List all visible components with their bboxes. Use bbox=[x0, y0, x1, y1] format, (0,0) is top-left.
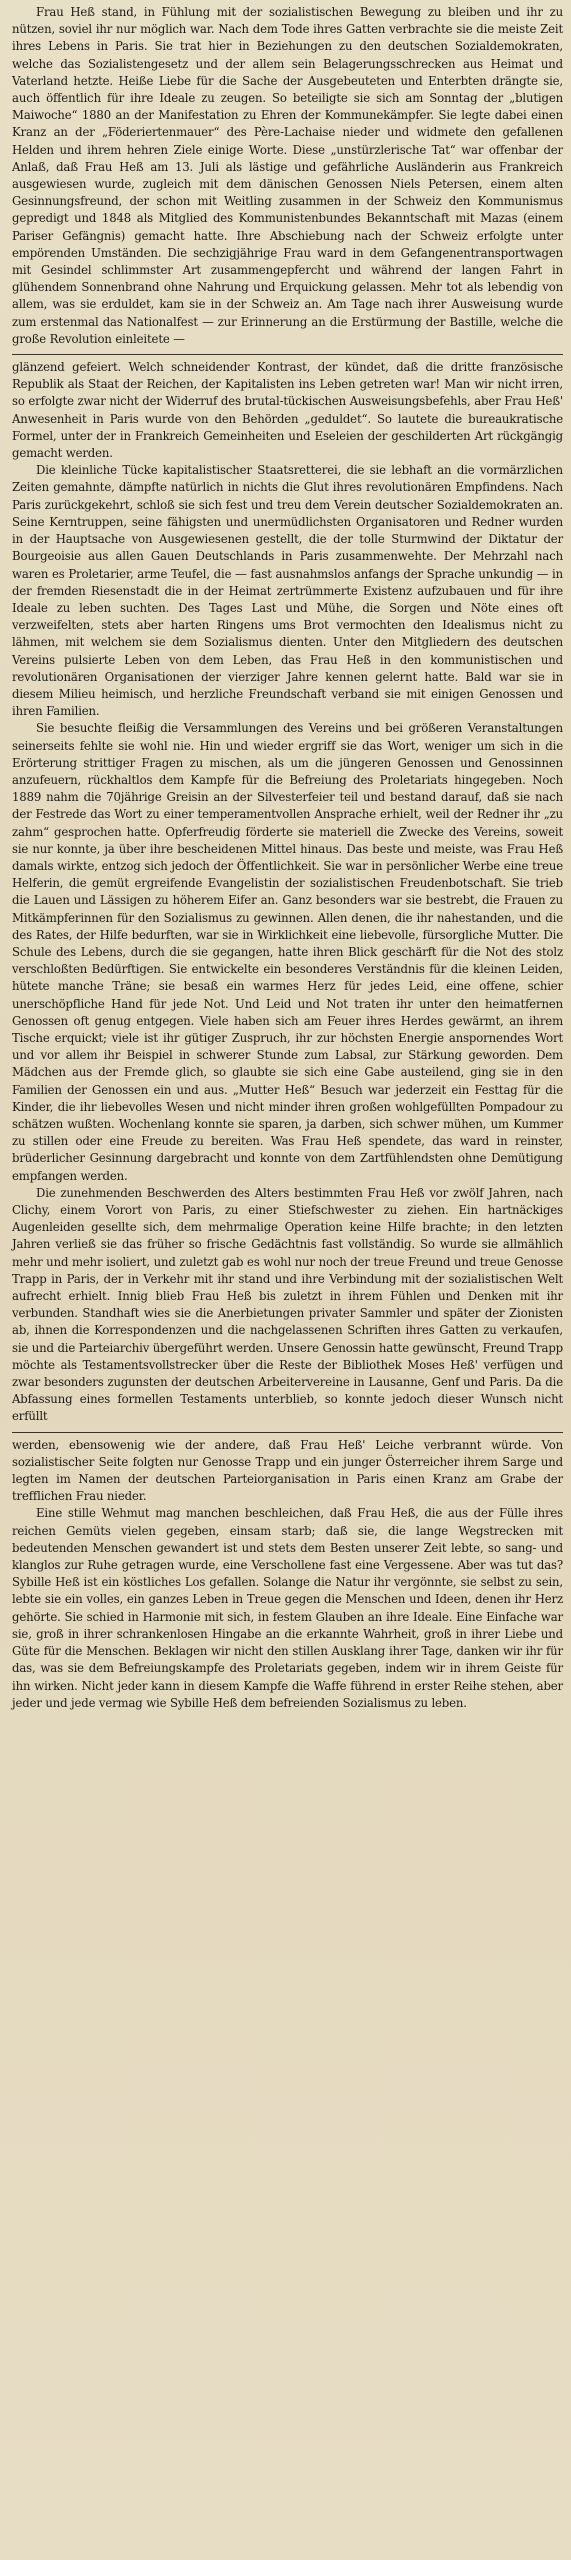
article-section-2 bbox=[12, 359, 563, 1426]
section-divider bbox=[12, 354, 563, 355]
paragraph: Eine stille Wehmut mag manchen beschleichen, daß Frau Heß, die aus der Fülle ihres reichen Gemüts vielen gegeben, einsam starb; daß sie, die lange Wegstrecken mit bedeutenden Menschen gewandert ist und stets dem Besten unserer Zeit lebte, so sang- und klanglos zur Ruhe getragen wurde, eine Verschollene fast eine Vergessene. Aber was tut das? Sybille Heß ist ein köstliches Los gefallen. Solange die Natur ihr vergönnte, sie selbst zu sein, lebte sie ein volles, ein ganzes Leben in Treue gegen die Menschen und Ideen, denen ihr Herz gehörte. Sie schied in Harmonie mit sich, in festem Glauben an ihre Ideale. Eine Einfache war sie, groß in ihrer schrankenlosen Hingabe an die erkannte Wahrheit, groß in ihrer Liebe und Güte für die Menschen. Beklagen wir nicht den stillen Ausklang ihrer Tage, danken wir ihr für das, was sie dem Befreiungskampfe des Proletariats gegeben, indem wir in ihrem Geiste für ihn wirken. Nicht jeder kann in diesem Kampfe die Waffe führend in erster Reihe stehen, aber jeder und jede vermag wie Sybille Heß dem befreienden Sozialismus zu leben. bbox=[12, 1506, 563, 1710]
paragraph: Sie besuchte fleißig die Versammlungen des Vereins und bei größeren Veranstaltungen seinerseits fehlte sie wohl nie. Hin und wieder ergriff sie das Wort, weniger um sich in die Erörterung strittiger Fragen zu mischen, als um die jüngeren Genossen und Genossinnen anzufeuern, rückhaltlos dem Kampfe für die Befreiung des Proletariats hingegeben. Noch 1889 nahm die 70jährige Greisin an der Silvesterfeier teil und bestand darauf, daß sie nach der Festrede das Wort zu einer temperamentvollen Ansprache erhielt, weil der Redner ihr „zu zahm“ gesprochen hatte. Opferfreudig förderte sie materiell die Zwecke des Vereins, soweit sie nur konnte, ja über ihre bescheidenen Mittel hinaus. Das beste und meiste, was Frau Heß damals wirkte, entzog sich jedoch der Öffentlichkeit. Sie war in persönlicher Werbe eine treue Helferin, die gemüt ergreifende Evangelistin der sozialistischen Freudenbotschaft. Sie trieb die Lauen und Lässigen zu höherem Eifer an. Ganz besonders war sie bestrebt, die Frauen zu Mitkämpferinnen für den Sozialismus zu gewinnen. Allen denen, die ihr nahestanden, und die des Rates, der Hilfe bedurften, war sie in Wirklichkeit eine liebevolle, fürsorgliche Mutter. Die Schule des Lebens, durch die sie gegangen, hatte ihren Blick geschärft für die Not des stolz verschloßten Bedürftigen. Sie entwickelte ein besonderes Verständnis für die kleinen Leiden, hütete manche Träne; sie besaß ein warmes Herz für jedes Leid, eine offene, schier unerschöpfliche Hand für jede Not. Und Leid und Not traten ihr unter den heimatfernen Genossen oft genug entgegen. Viele haben sich am Feuer ihres Herdes gewärmt, an ihrem Tische erquickt; viele ist ihr gütiger Zuspruch, ihr zur höchsten Energie anspornendes Wort und vor allem ihr Beispiel in schwerer Stunde zum Labsal, zur Stärkung geworden. Dem Mädchen aus der Fremde glich, so glaubte sie sich eine Gabe austeilend, ging sie in den Familien der Genossen ein und aus. „Mutter Heß“ Besuch war jederzeit ein Festtag für die Kinder, die ihr liebevolles Wesen und nicht minder ihren großen wohlgefüllten Pompadour zu schätzen wußten. Wochenlang konnte sie sparen, ja darben, sich schwer mühen, um Kummer zu stillen oder eine Freude zu bereiten. Was Frau Heß spendete, das ward in reinster, brüderlicher Gesinnung dargebracht und konnte von dem Zartfühlendsten ohne Demütigung empfangen werden. bbox=[12, 721, 563, 1183]
paragraph: werden, ebensowenig wie der andere, daß Frau Heß' Leiche verbrannt würde. Von sozialistischer Seite folgten nur Genosse Trapp und ein junger Österreicher ihrem Sarge und legten im Namen der deutschen Parteiorganisation in Paris einen Kranz am Grabe der trefflichen Frau nieder. bbox=[12, 1437, 563, 1504]
paragraph: glänzend gefeiert. Welch schneidender Kontrast, der kündet, daß die dritte französische Republik als Staat der Reichen, der Kapitalisten ins Leben getreten war! Man wir nicht irren, so erfolgte zwar nicht der Widerruf des brutal-tückischen Ausweisungsbefehls, aber Frau Heß' Anwesenheit in Paris wurde von den Behörden „geduldet“. So lautete die bureaukratische Formel, unter der in Frankreich Gemeinheiten und Eseleien der geschilderten Art rückgängig gemacht werden. bbox=[12, 360, 563, 461]
paragraph: Frau Heß stand, in Fühlung mit der sozialistischen Bewegung zu bleiben und ihr zu nützen, soviel ihr nur möglich war. Nach dem Tode ihres Gatten verbrachte sie die meiste Zeit ihres Lebens in Paris. Sie trat hier in Beziehungen zu den deutschen Sozialdemokraten, welche das Sozialistengesetz und der allem sein Belagerungsschrecken aus Heimat und Vaterland hetzte. Heiße Liebe für die Sache der Ausgebeuteten und Enterbten drängte sie, auch öffentlich für ihre Ideale zu zeugen. So beteiligte sie sich am Sonntag der „blutigen Maiwoche“ 1880 an der Manifestation zu Ehren der Kommunekämpfer. Sie legte dabei einen Kranz an der „Föderiertenmauer“ des Père-Lachaise nieder und widmete den gefallenen Helden und ihrem hehren Ziele einige Worte. Diese „unstürzlerische Tat“ war offenbar der Anlaß, daß Frau Heß am 13. Juli als lästige und gefährliche Ausländerin aus Frankreich ausgewiesen wurde, zugleich mit dem dänischen Genossen Niels Petersen, einem alten Gesinnungsfreund, der schon mit Weitling zusammen in der Schweiz den Kommunismus gepredigt und 1848 als Mitglied des Kommunistenbundes Bekanntschaft mit Mazas (einem Pariser Gefängnis) gemacht hatte. Ihre Abschiebung nach der Schweiz erfolgte unter empörenden Umständen. Die sechzigjährige Frau ward in dem Gefangenentransportwagen mit Gesindel schlimmster Art zusammengepfercht und während der langen Fahrt in glühendem Sonnenbrand ohne Nahrung und Erquickung gelassen. Mehr tot als lebendig von allem, was sie erduldet, kam sie in der Schweiz an. Am Tage nach ihrer Ausweisung wurde zum erstenmal das Nationalfest — zur Erinnerung an die Erstürmung der Bastille, welche die große Revolution einleitete — bbox=[12, 5, 563, 346]
section-divider bbox=[12, 1432, 563, 1433]
article-section-1 bbox=[12, 4, 563, 348]
paragraph: Die kleinliche Tücke kapitalistischer Staatsretterei, die sie lebhaft an die vormärzlichen Zeiten gemahnte, dämpfte natürlich in nichts die Glut ihres revolutionären Empfindens. Nach Paris zurückgekehrt, schloß sie sich fest und treu dem Verein deutscher Sozialdemokraten an. Seine Kerntruppen, seine fähigsten und unermüdlichsten Organisatoren und Redner wurden in der Hauptsache von Ausgewiesenen gestellt, die der tolle Sturmwind der Diktatur der Bourgeoisie aus allen Gauen Deutschlands in Paris zusammenwehte. Der Mehrzahl nach waren es Proletarier, arme Teufel, die — fast ausnahmslos anfangs der Sprache unkundig — in der fremden Riesenstadt die in der Heimat zertrümmerte Existenz aufzubauen und für ihre Ideale zu leben suchten. Des Tages Last und Mühe, die Sorgen und Nöte eines oft verzweifelten, stets aber harten Ringens ums Brot vermochten den Idealismus nicht zu lähmen, mit welchem sie dem Sozialismus dienten. Unter den Mitgliedern des deutschen Vereins pulsierte Leben von dem Leben, das Frau Heß in den kommunistischen und revolutionären Organisationen der vierziger Jahre kennen gelernt hatte. Bald war sie in diesem Milieu heimisch, und herzliche Freundschaft verband sie mit einigen Genossen und ihren Familien. bbox=[12, 463, 563, 719]
article-section-3 bbox=[12, 1437, 563, 1712]
paragraph: Die zunehmenden Beschwerden des Alters bestimmten Frau Heß vor zwölf Jahren, nach Clichy, einem Vorort von Paris, zu einer Stiefschwester zu ziehen. Ein hartnäckiges Augenleiden gesellte sich, dem mehrmalige Operation keine Hilfe brachte; in den letzten Jahren verließ sie das früher so frische Gedächtnis fast vollständig. So wurde sie allmählich mehr und mehr isoliert, und zuletzt gab es wohl nur noch der treue Freund und treue Genosse Trapp in Paris, der in Verkehr mit ihr stand und ihre Verbindung mit der sozialistischen Welt aufrecht erhielt. Innig blieb Frau Heß bis zuletzt in ihrem Fühlen und Denken mit ihr verbunden. Standhaft wies sie die Anerbietungen privater Sammler und später der Zionisten ab, ihnen die Korrespondenzen und die nachgelassenen Schriften ihres Gatten zu verkaufen, sie und die Parteiarchiv übergeführt werden. Unsere Genossin hatte gewünscht, Freund Trapp möchte als Testamentsvollstrecker über die Reste der Bibliothek Moses Heß' verfügen und zwar besonders zugunsten der deutschen Arbeitervereine in Lausanne, Genf und Paris. Da die Abfassung eines formellen Testaments unterblieb, so konnte jedoch dieser Wunsch nicht erfüllt bbox=[12, 1185, 563, 1424]
